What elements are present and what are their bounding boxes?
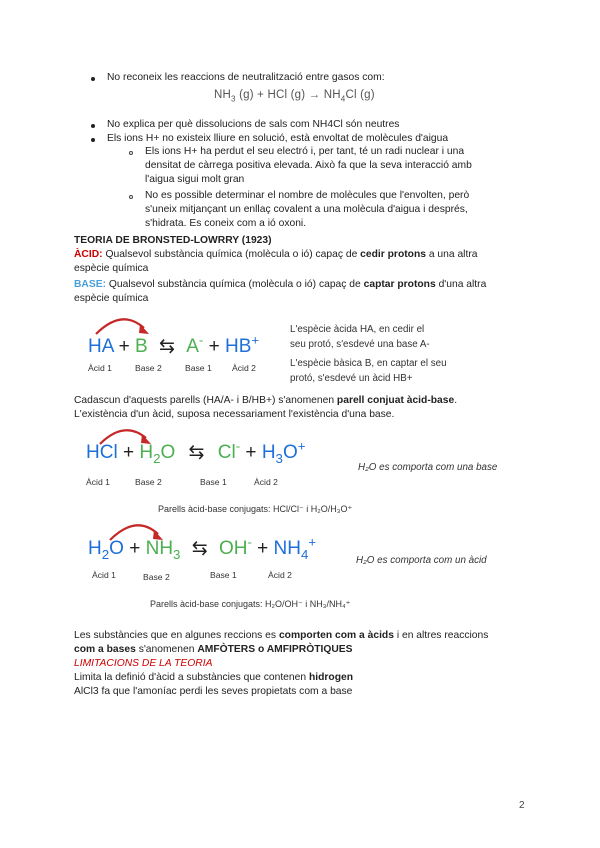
subbullet-text: No es possible determinar el nombre de molècules que l'envolten, però s'uneix mitjançant un enllaç covalent a una molècula d'aigua i després, s'hidrata. Es coneix com a ió oxoni.: [145, 190, 470, 229]
scheme3-label: Àcid 1: [92, 570, 116, 580]
scheme1-label: Àcid 1: [88, 363, 112, 373]
subbullet-circle: [129, 195, 133, 199]
base-definition: BASE: Qualsevol substància química (molècula o ió) capaç de captar protons d'una altra espècie química: [74, 279, 487, 304]
scheme1-equation: HA + B ⇆ A- + HB+: [88, 332, 260, 357]
equation-neutralization: $NH_3$ (g) + HCl $(g) \to NH_4Cl$ (g): [214, 89, 375, 104]
scheme2-label: Base 2: [135, 477, 162, 487]
scheme2-note: H₂O es comporta com una base: [358, 462, 498, 473]
scheme3-pairs: Parells àcid-base conjugats: H₂O/OH⁻ i NH₃/NH₄⁺: [150, 599, 351, 609]
amphoteric-text: Les substàncies que en algunes reccions es comporten com a àcids i en altres reaccions com a bases s'anomenen AMFÒTERS o AMFIPRÒTIQUES: [74, 630, 489, 655]
bullet-text: No explica per què dissolucions de sals com NH4Cl són neutres: [107, 119, 400, 130]
conjugate-pair-text: Cadascun d'aquests parells (HA/A- i B/HB+) s'anomenen parell conjuat àcid-base. L'existència d'un àcid, suposa necessariament l'existència d'una base.: [74, 395, 458, 420]
page-number: 2: [519, 800, 525, 811]
scheme2-equation: HCl + $H_2O$ ⇆ $Cl^- + H_3O^+$: [86, 438, 306, 466]
scheme3-label: Base 1: [210, 570, 237, 580]
subbullet-circle: [129, 151, 133, 155]
bullet-text: Els ions H+ no existeix lliure en solució, està envoltat de molècules d'aigua: [107, 133, 449, 144]
subbullet-text: Els ions H+ ha perdut el seu electró i, per tant, té un radi nuclear i una densitat de càrrega positiva elevada. Això fa que la seva interacció amb l'aigua sigui molt gran: [145, 146, 472, 185]
scheme2-label: Àcid 2: [254, 477, 278, 487]
scheme1-label: Base 1: [185, 363, 212, 373]
proton-transfer-arrow: [92, 312, 154, 338]
scheme2-label: Àcid 1: [86, 477, 110, 487]
bullet-dot: [91, 138, 95, 142]
limitation-text: AlCl3 fa que l'amoníac perdi les seves propietats com a base: [74, 686, 353, 697]
scheme1-label: Base 2: [135, 363, 162, 373]
limitations-title: LIMITACIONS DE LA TEORIA: [74, 658, 213, 669]
scheme1-explanation: L'espècie àcida HA, en cedir el seu protó, s'esdevé una base A- L'espècie bàsica B, en captar el seu protó, s'esdevé un àcid HB+: [290, 324, 447, 384]
section-title: TEORIA DE BRONSTED-LOWRRY (1923): [74, 235, 272, 246]
scheme2-pairs: Parells àcid-base conjugats: HCl/Cl⁻ i H₂O/H₃O⁺: [158, 504, 353, 514]
bullet-dot: [91, 77, 95, 81]
bullet-text: No reconeix les reaccions de neutralització entre gasos com:: [107, 72, 385, 83]
scheme3-label: Base 2: [143, 572, 170, 582]
scheme3-label: Àcid 2: [268, 570, 292, 580]
acid-definition: ÀCID: Qualsevol substància química (molècula o ió) capaç de cedir protons a una altra espècie química: [74, 249, 478, 274]
scheme2-label: Base 1: [200, 477, 227, 487]
limitation-text: Limita la definió d'àcid a substàncies que contenen hidrogen: [74, 672, 353, 683]
bullet-dot: [91, 124, 95, 128]
scheme1-label: Àcid 2: [232, 363, 256, 373]
scheme3-equation: $H_2O + NH_3$ ⇆ $OH^- + NH_4^+$: [88, 534, 317, 562]
scheme3-note: H₂O es comporta com un àcid: [356, 555, 487, 566]
